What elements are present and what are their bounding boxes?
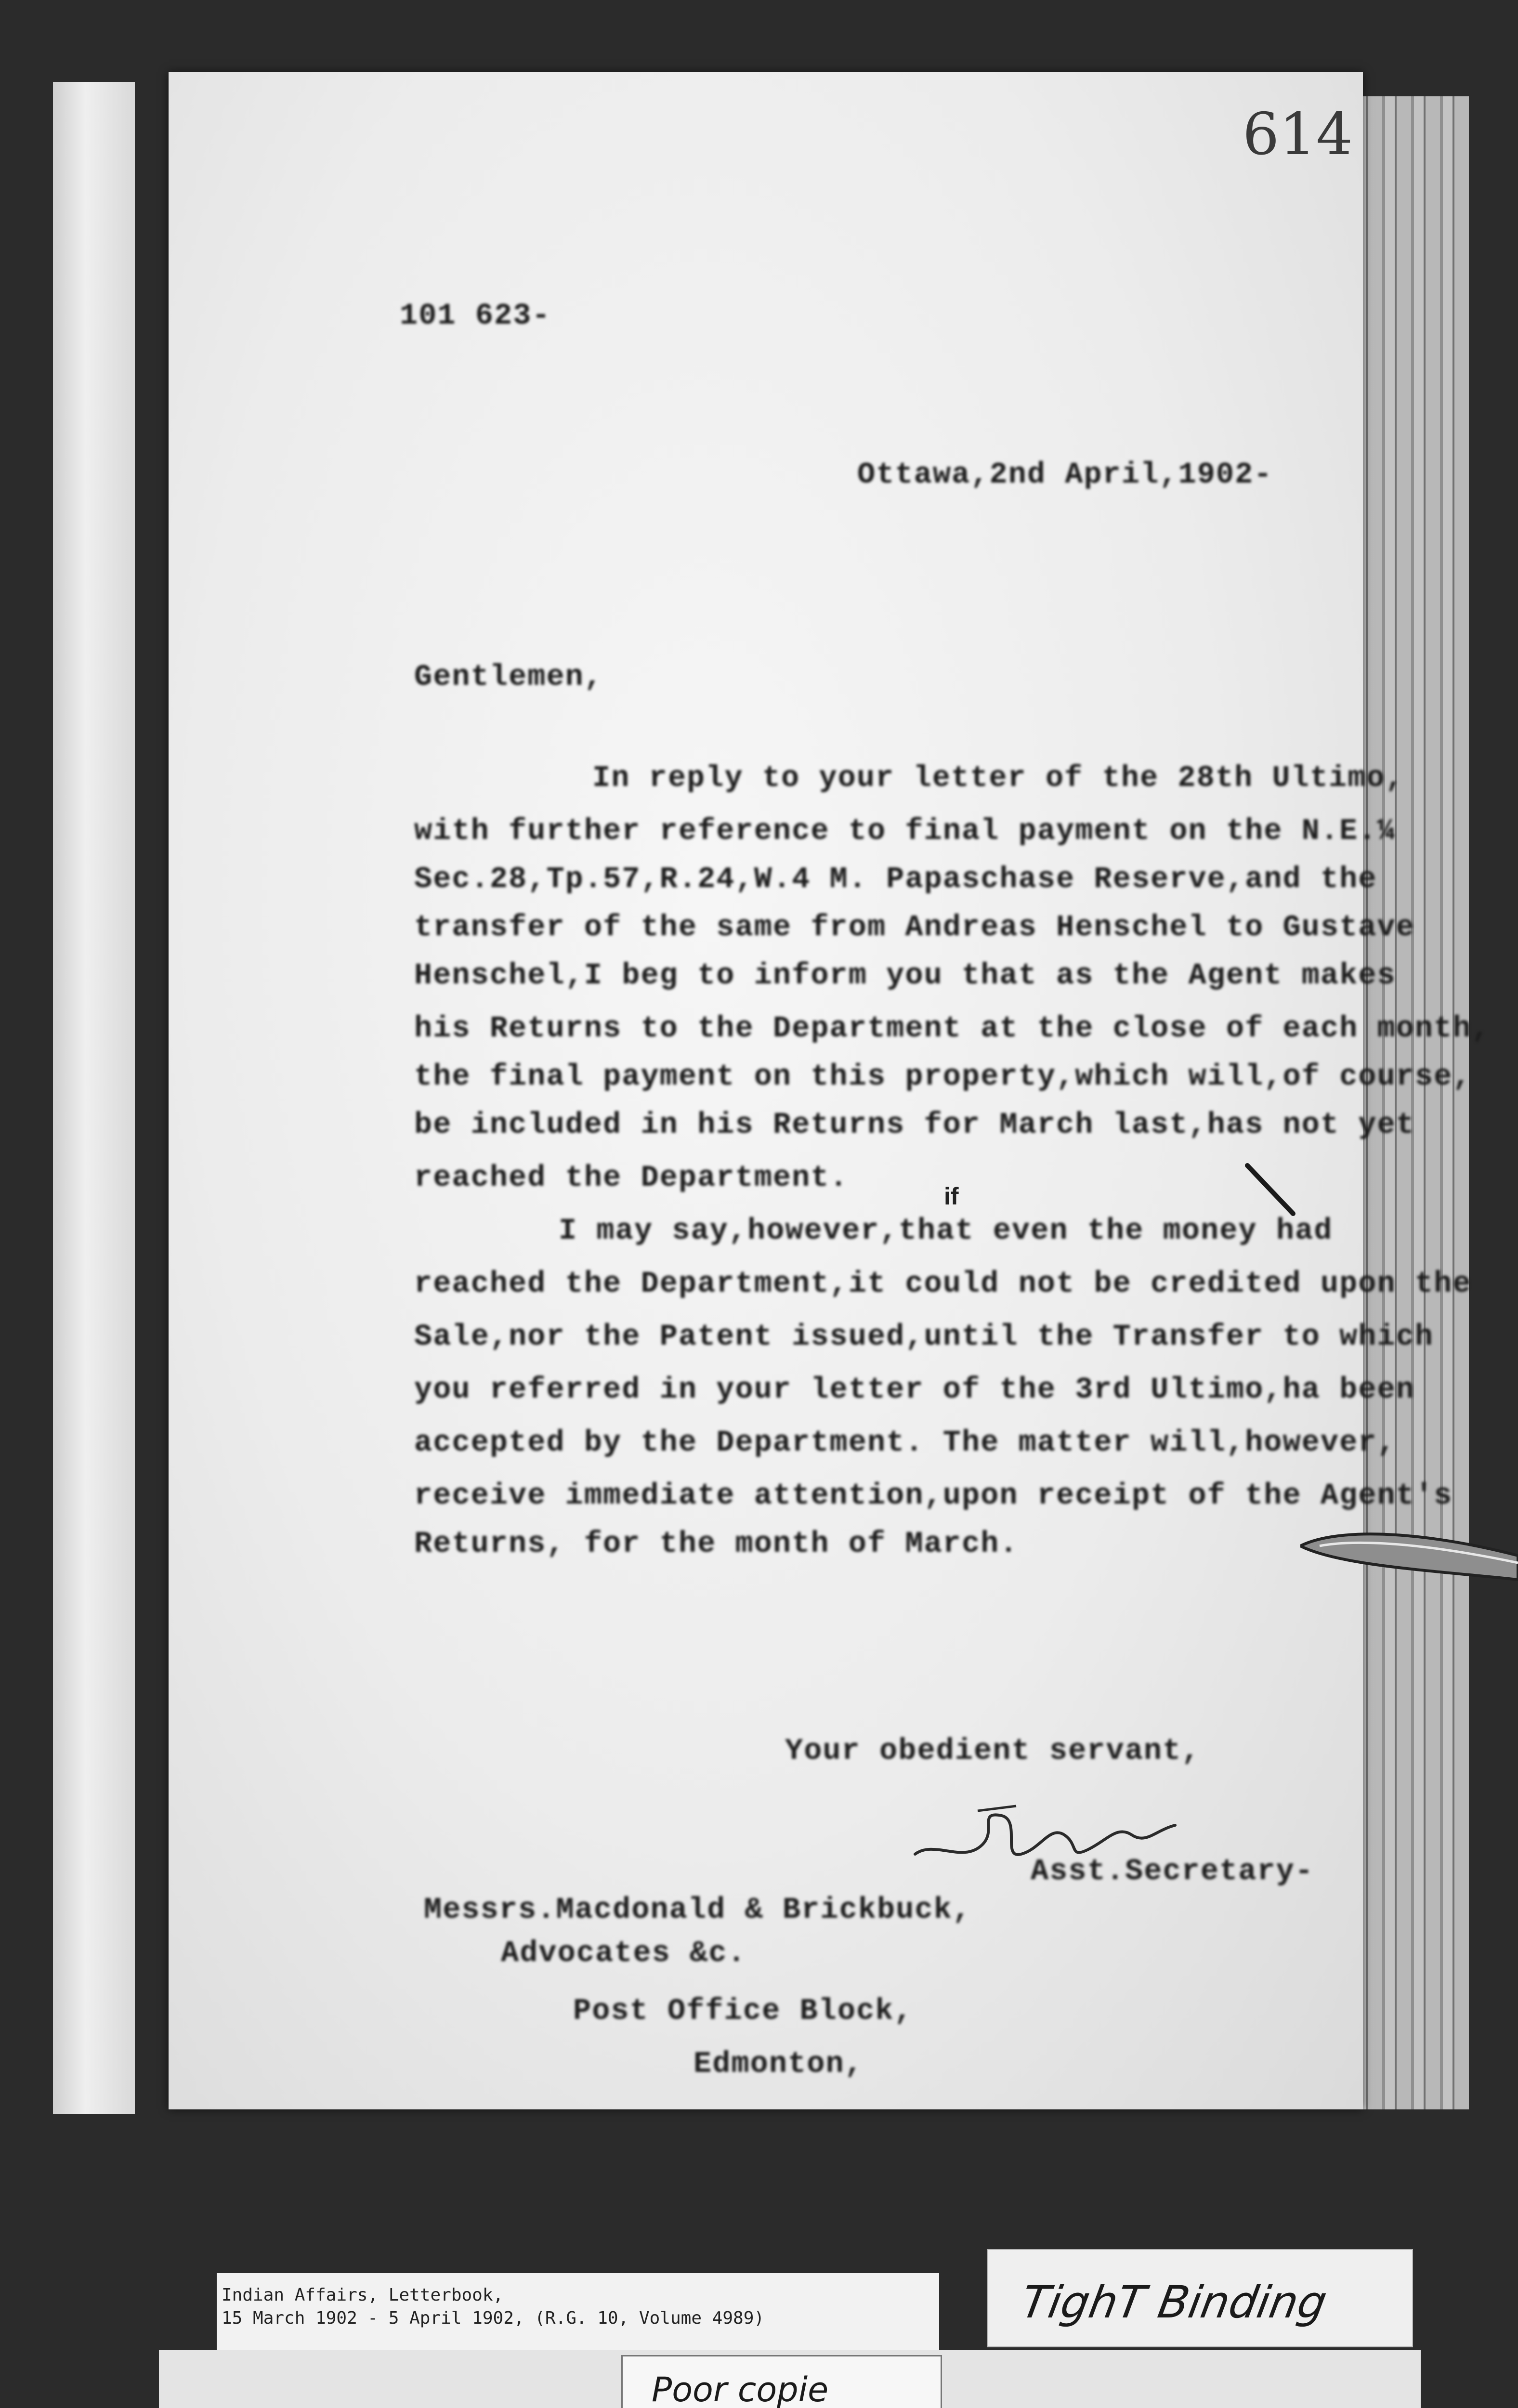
- body-line: Henschel,I beg to inform you that as the Agent makes: [414, 958, 1396, 993]
- dateline: Ottawa,2nd April,1902-: [857, 458, 1273, 492]
- poor-copy-text: Poor copie: [652, 2370, 829, 2408]
- body-line: Sec.28,Tp.57,R.24,W.4 M. Papaschase Reserve,and the: [414, 862, 1377, 896]
- body-line: with further reference to final payment on the N.E.¼: [414, 814, 1396, 848]
- address-line: Edmonton,: [694, 2047, 864, 2081]
- body-line: receive immediate attention,upon receipt of the Agent's: [414, 1479, 1453, 1513]
- film-edge: [53, 82, 135, 2114]
- label-line: 15 March 1902 - 5 April 1902, (R.G. 10, Volume 4989): [222, 2308, 765, 2328]
- body-line: accepted by the Department. The matter will,however,: [414, 1426, 1396, 1460]
- signer-title: Asst.Secretary-: [1031, 1854, 1314, 1888]
- tight-binding-text: TighT Binding: [1017, 2277, 1331, 2328]
- body-line: Sale,nor the Patent issued,until the Transfer to which: [414, 1320, 1434, 1354]
- tight-binding-note: [987, 2249, 1413, 2347]
- address-line: Advocates &c.: [501, 1936, 746, 1970]
- poor-copy-note: [621, 2355, 942, 2408]
- salutation: Gentlemen,: [414, 660, 603, 694]
- body-line: Returns, for the month of March.: [414, 1527, 1019, 1561]
- body-line: transfer of the same from Andreas Henschel to Gustave: [414, 910, 1415, 944]
- closing: Your obedient servant,: [785, 1734, 1201, 1768]
- binding-page-edges: [1353, 96, 1469, 2109]
- archive-label: [217, 2273, 939, 2350]
- page-number: 614: [1243, 101, 1353, 168]
- body-line: reached the Department,it could not be credited upon the: [414, 1267, 1472, 1301]
- body-line: his Returns to the Department at the close of each month,: [414, 1011, 1491, 1046]
- address-line: Post Office Block,: [573, 1994, 913, 2028]
- body-line: reached the Department.: [414, 1161, 849, 1195]
- body-line: be included in his Returns for March last,has not yet: [414, 1108, 1415, 1142]
- body-line: In reply to your letter of the 28th Ultimo,: [592, 761, 1404, 795]
- handwritten-insertion: if: [944, 1183, 959, 1210]
- body-line: the final payment on this property,which will,of course,: [414, 1060, 1472, 1094]
- metal-pointer: [1300, 1517, 1518, 1594]
- file-number: 101 623-: [400, 299, 551, 333]
- pen-mark: [1243, 1161, 1300, 1218]
- body-line: I may say,however,that even the money had: [559, 1214, 1333, 1248]
- address-line: Messrs.Macdonald & Brickbuck,: [424, 1893, 971, 1927]
- label-line: Indian Affairs, Letterbook,: [222, 2285, 504, 2305]
- body-line: you referred in your letter of the 3rd Ultimo,ha been: [414, 1373, 1415, 1407]
